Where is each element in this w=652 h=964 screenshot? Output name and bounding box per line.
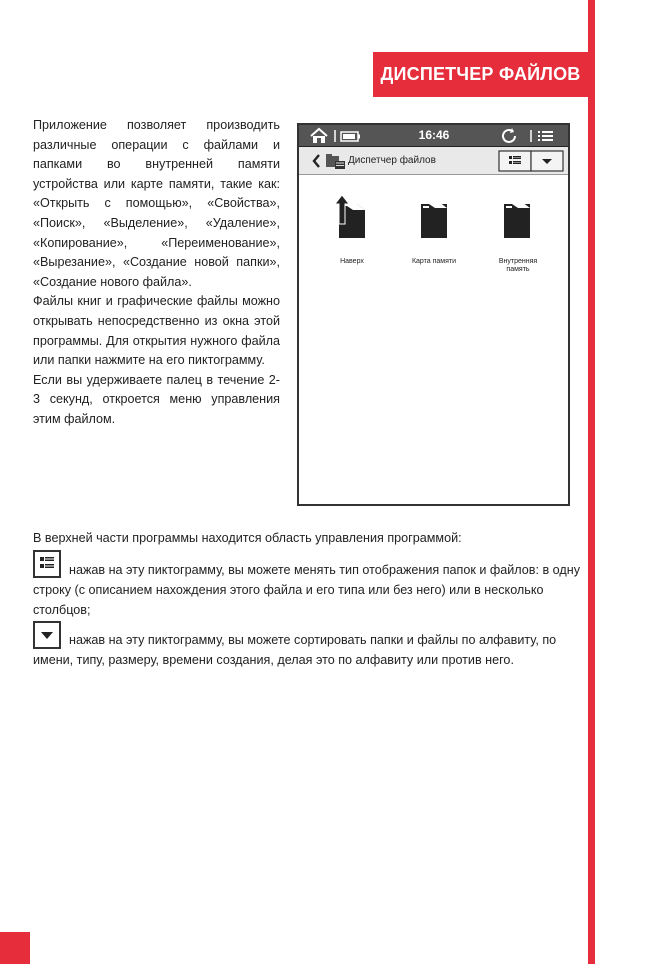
refresh-icon[interactable] [503, 128, 515, 142]
menu-icon[interactable] [538, 131, 553, 141]
controls-description: нажав на эту пиктограмму, вы можете сортировать папки и файлы по алфавиту, по имени, типу, размеру, времени создания, делая это по алфавиту или против него. [33, 633, 557, 667]
page-corner-marker [0, 932, 30, 964]
page-edge-bar [588, 0, 595, 964]
app-header [299, 147, 568, 175]
controls-description: нажав на эту пиктограмму, вы можете менять тип отображения папок и файлов: в одну строку (с описанием нахождения этого файла и его типа или без него) или в несколько столбцов; [33, 563, 581, 617]
device-screenshot [297, 123, 570, 506]
intro-paragraph: Если вы удерживаете палец в течение 2-3 секунд, откроется меню управления этим файлом. [33, 372, 280, 426]
memory-card-folder-icon[interactable] [421, 202, 447, 238]
intro-text [33, 116, 280, 430]
intro-paragraph: Файлы книг и графические файлы можно открывать непосредственно из окна этой программы. Для открытия нужного файла или папки нажмите на его пиктограмму. [33, 294, 280, 368]
sort-dropdown-button[interactable] [531, 151, 563, 171]
file-item-label[interactable]: Карта памяти [411, 258, 457, 265]
intro-paragraph: Приложение позволяет производить различные операции с файлами и папками во внутренней памяти устройства или карте памяти, такие как: «Открыть с помощью», «Свойства», «Поиск», «Выделение», «Удаление», «Копирование», «Переименование», «Вырезание», «Создание новой папки», «Создание нового файла». [33, 118, 280, 289]
up-folder-icon[interactable] [335, 195, 365, 238]
controls-intro: В верхней части программы находится область управления программой: [33, 531, 462, 545]
file-grid-icons [299, 190, 568, 250]
battery-icon [341, 132, 360, 141]
back-icon[interactable] [314, 155, 319, 167]
app-title: Диспетчер файлов [348, 155, 436, 166]
view-toggle-button[interactable] [499, 151, 531, 171]
home-icon[interactable] [311, 129, 327, 143]
status-clock: 16:46 [418, 128, 450, 142]
internal-memory-folder-icon[interactable] [504, 202, 530, 238]
section-title: ДИСПЕТЧЕР ФАЙЛОВ [373, 52, 588, 97]
file-item-label[interactable]: Внутренняя память [498, 258, 538, 273]
file-item-label[interactable]: Наверх [340, 258, 364, 265]
status-bar [299, 125, 568, 147]
file-manager-icon [326, 154, 345, 169]
